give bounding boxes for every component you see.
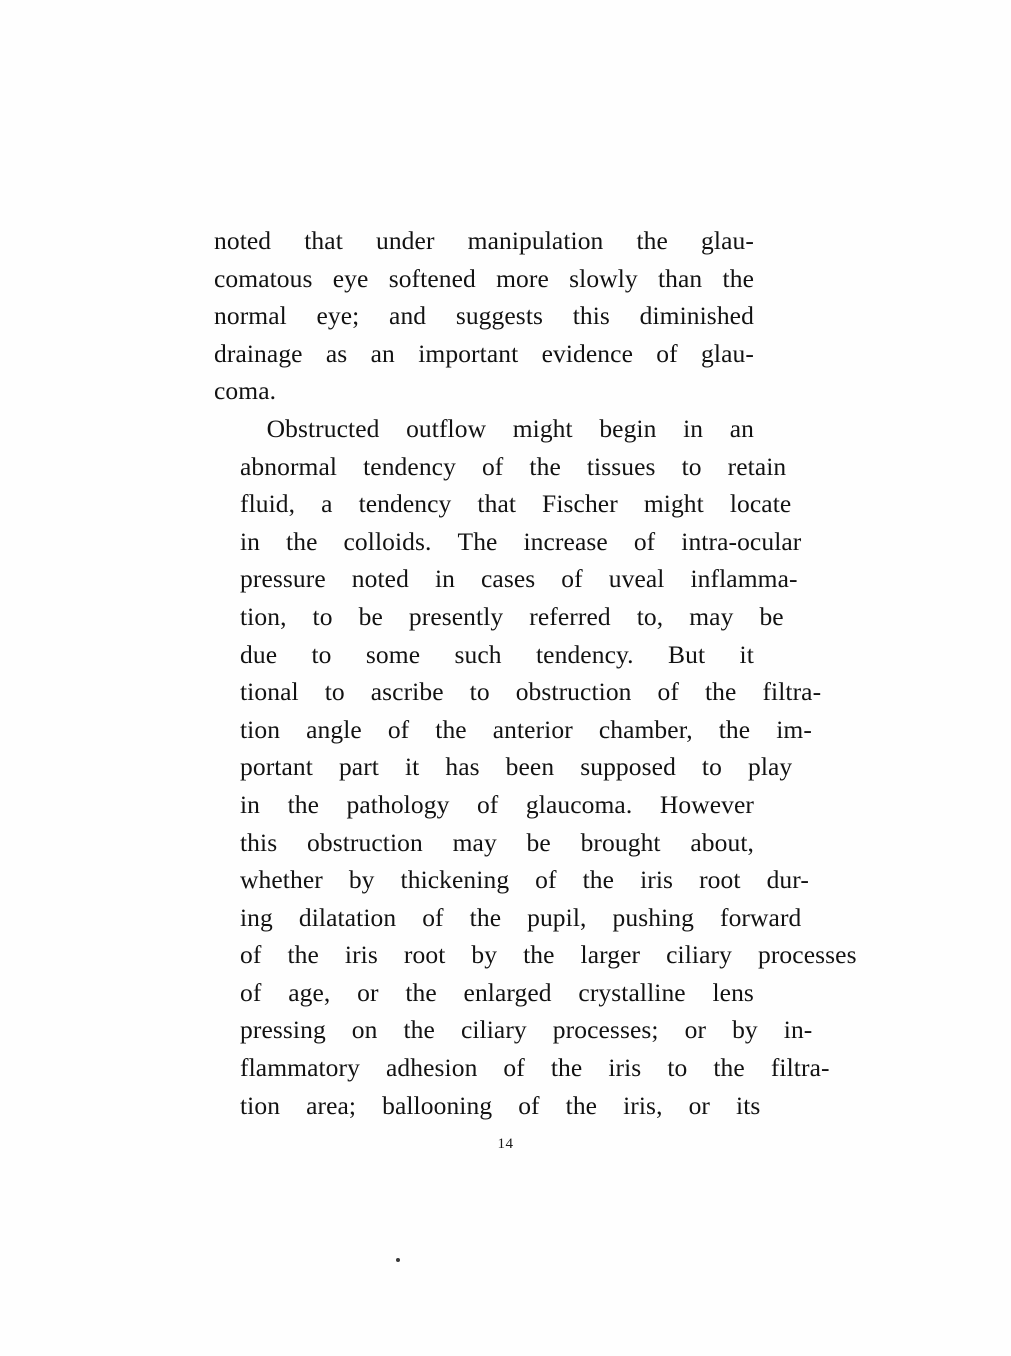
- text-line: in the colloids. The increase of intra-ocular: [240, 526, 802, 556]
- text-line: tion, to be presently referred to, may be: [240, 601, 784, 631]
- text-line: whether by thickening of the iris root dur-: [240, 865, 809, 895]
- text-line: abnormal tendency of the tissues to retain: [240, 451, 787, 481]
- text-line: in the pathology of glaucoma. However: [240, 789, 754, 819]
- text-line: coma.: [214, 376, 277, 406]
- text-line: pressure noted in cases of uveal inflamma-: [240, 564, 798, 594]
- text-line: comatous eye softened more slowly than the: [214, 263, 754, 293]
- paragraph-2: [214, 410, 857, 1124]
- text-line: this obstruction may be brought about,: [240, 827, 754, 857]
- text-line: normal eye; and suggests this diminished: [214, 301, 754, 331]
- text-line: ing dilatation of the pupil, pushing forward: [240, 902, 802, 932]
- text-line: of the iris root by the larger ciliary processes: [240, 940, 857, 970]
- text-line: flammatory adhesion of the iris to the filtra-: [240, 1053, 830, 1083]
- text-line: Obstructed outflow might begin in an: [214, 410, 754, 448]
- text-line: drainage as an important evidence of glau-: [214, 338, 754, 368]
- text-line: tion angle of the anterior chamber, the im-: [240, 714, 812, 744]
- text-line: of age, or the enlarged crystalline lens: [240, 977, 754, 1007]
- text-line: noted that under manipulation the glau-: [214, 226, 754, 255]
- text-line: portant part it has been supposed to play: [240, 752, 793, 782]
- footer-mark: [396, 1258, 400, 1262]
- text-line: pressing on the ciliary processes; or by in-: [240, 1015, 813, 1045]
- text-line: tional to ascribe to obstruction of the filtra-: [240, 677, 822, 707]
- body-text-column: [214, 222, 857, 1124]
- paragraph-indent: [214, 410, 240, 448]
- text-line: fluid, a tendency that Fischer might locate: [240, 489, 792, 519]
- text-line: tion area; ballooning of the iris, or its: [240, 1090, 761, 1120]
- text-line: due to some such tendency. But it: [240, 639, 754, 669]
- paragraph-1: [214, 222, 754, 410]
- page-number: 14: [497, 1136, 514, 1152]
